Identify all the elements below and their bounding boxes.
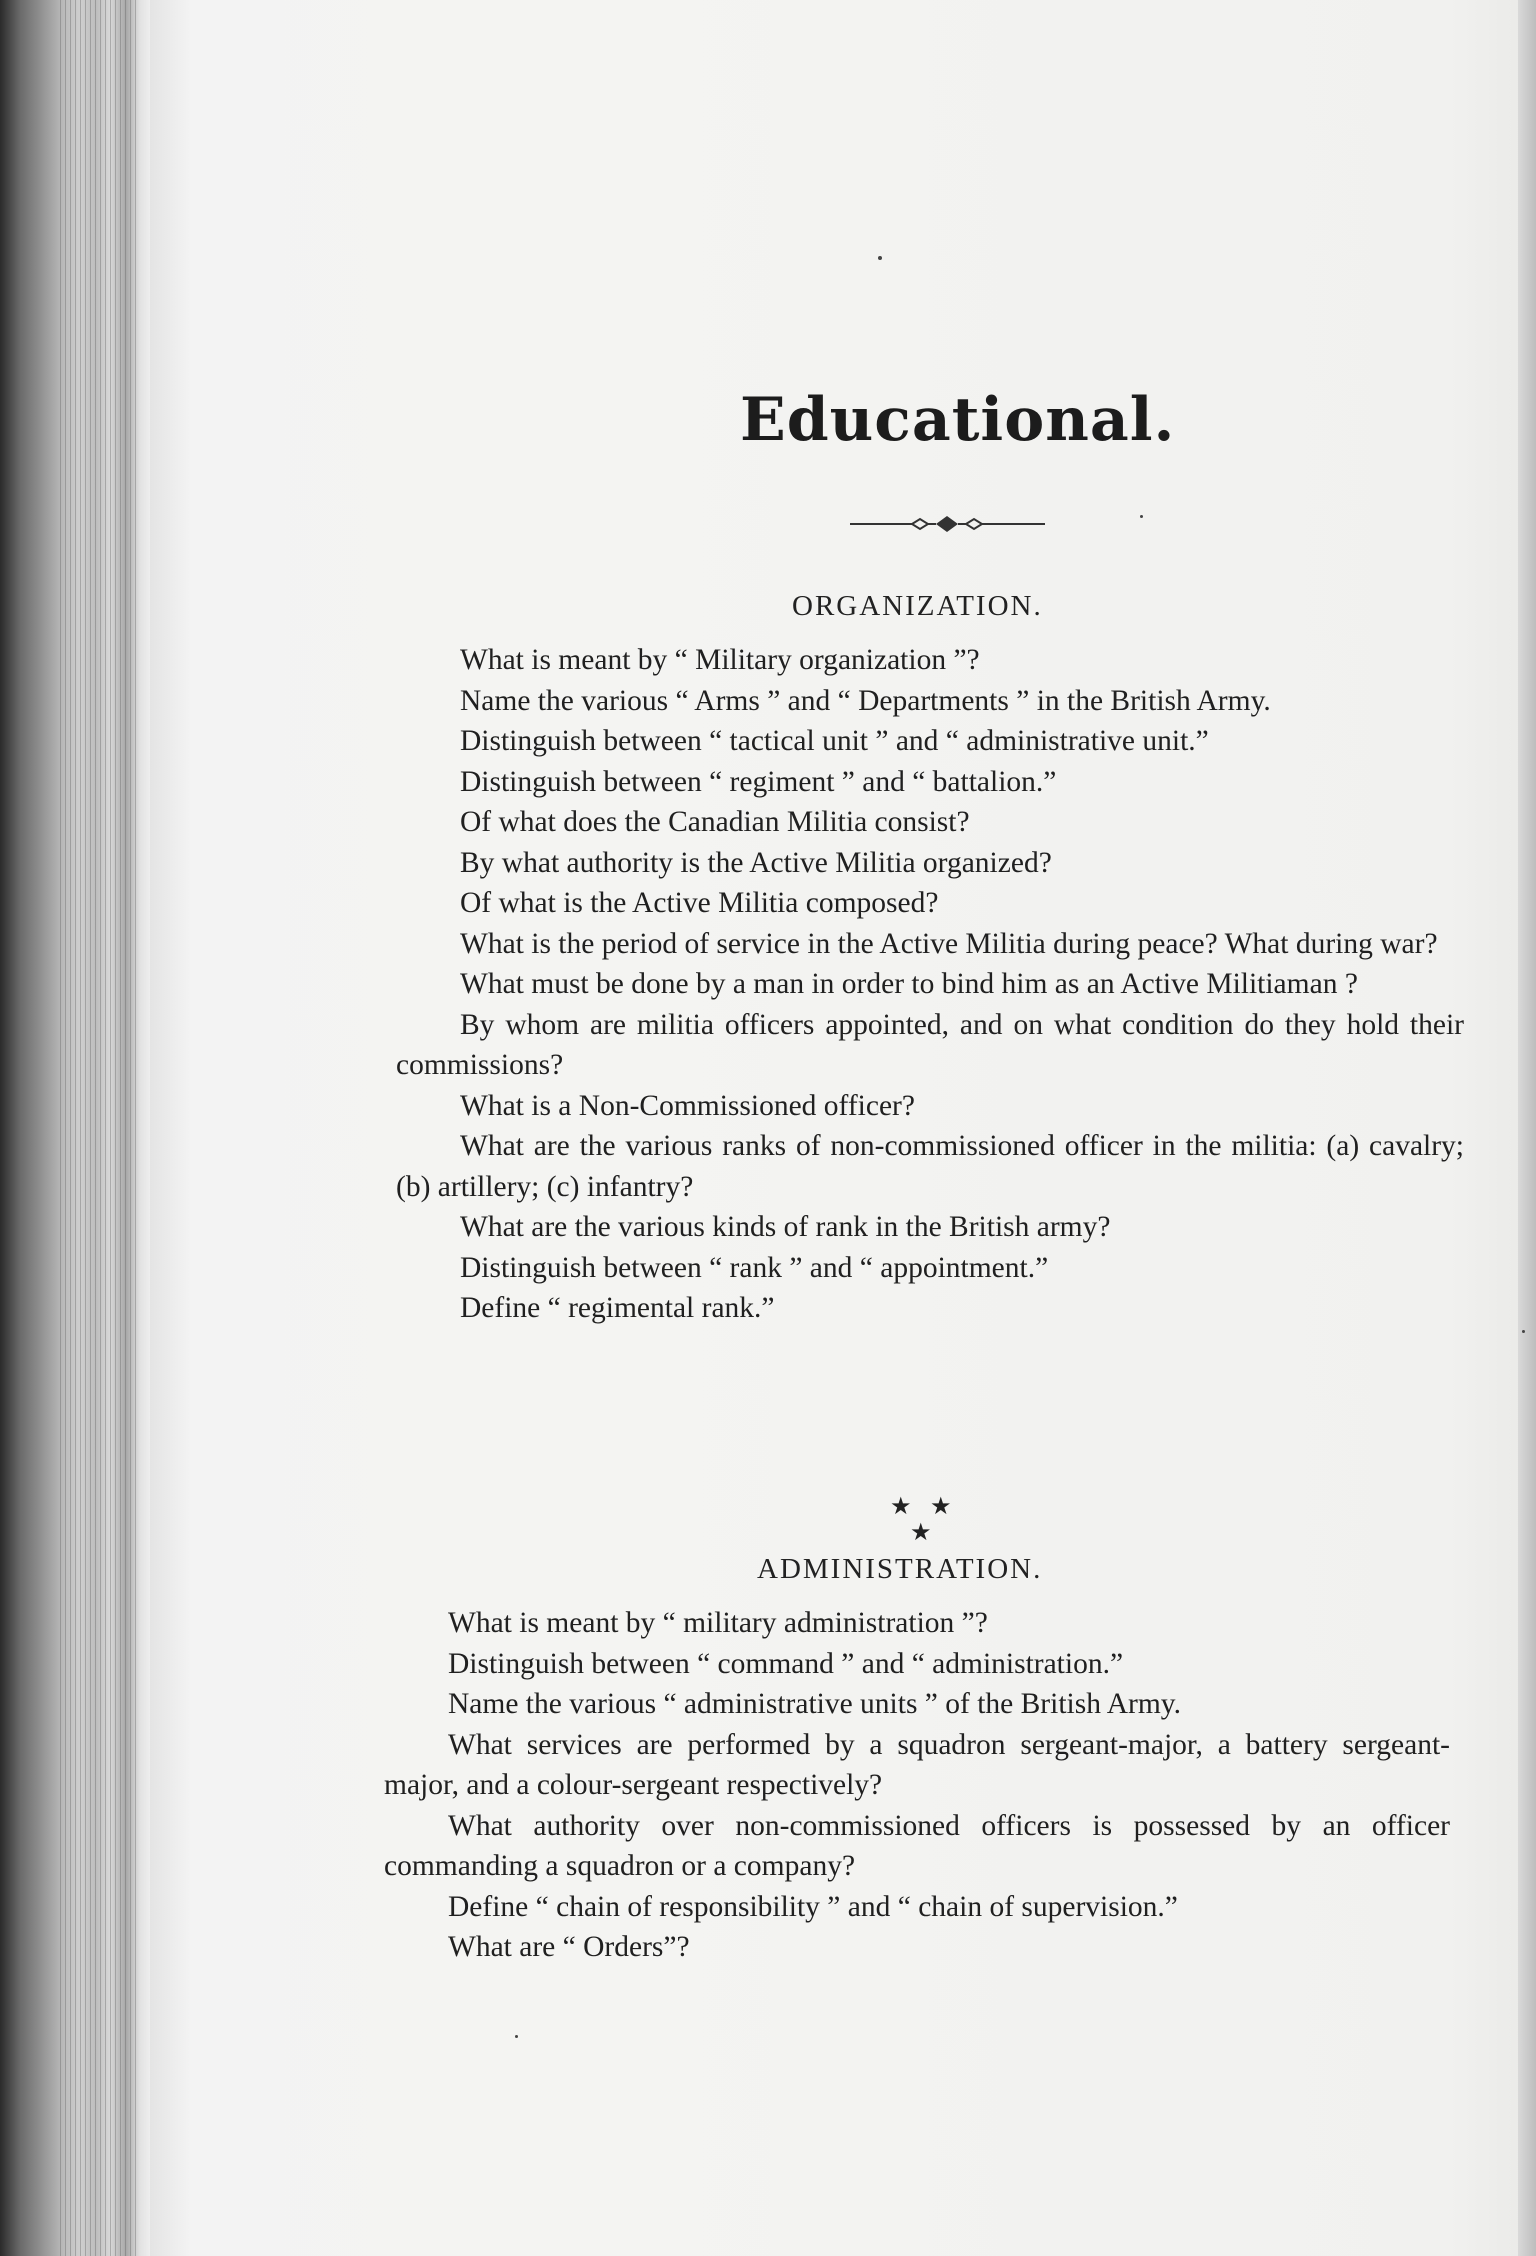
list-item: What is meant by “ Military organization ”? [460, 644, 980, 676]
page-heading: Educational. [740, 385, 1176, 455]
list-item: Define “ chain of responsibility ” and “ chain of supervision.” [448, 1890, 1178, 1923]
list-item: What services are performed by a squadron sergeant-major, a battery sergeant-major, and a colour-sergeant respectively? [384, 1728, 1450, 1801]
ornamental-divider [850, 512, 1045, 536]
list-item: Distinguish between “ tactical unit ” and “ administrative unit.” [460, 725, 1209, 757]
list-item: Distinguish between “ rank ” and “ appointment.” [460, 1251, 1049, 1284]
ink-speck [878, 256, 882, 260]
section-title-administration: ADMINISTRATION. [757, 1553, 1043, 1585]
list-item: Name the various “ Arms ” and “ Departments ” in the British Army. [460, 684, 1271, 717]
star-icon: ★ [890, 1492, 912, 1520]
ink-speck [515, 2035, 518, 2038]
list-item: What is a Non-Commissioned officer? [460, 1089, 915, 1122]
list-item: Of what does the Canadian Militia consist? [460, 806, 970, 838]
list-item: What is the period of service in the Active Militia during peace? What during war? [460, 927, 1438, 960]
star-icon: ★ [930, 1492, 952, 1520]
page-right-edge [1518, 0, 1536, 2256]
list-item: By whom are militia officers appointed, and on what condition do they hold their commissions? [396, 1008, 1464, 1081]
page-stack-lines [60, 0, 140, 2256]
list-item: Define “ regimental rank.” [460, 1292, 775, 1324]
list-item: What are the various kinds of rank in the British army? [460, 1211, 1111, 1243]
list-item: Distinguish between “ command ” and “ administration.” [448, 1647, 1124, 1680]
list-item: What authority over non-commissioned officers is possessed by an officer commanding a squadron or a company? [384, 1809, 1450, 1882]
ink-speck [1522, 1330, 1525, 1333]
section-title-organization: ORGANIZATION. [792, 590, 1043, 622]
star-icon: ★ [910, 1518, 932, 1546]
list-item: What is meant by “ military administration ”? [448, 1607, 988, 1639]
list-item: Distinguish between “ regiment ” and “ battalion.” [460, 765, 1057, 798]
ink-speck [1140, 515, 1143, 518]
asterism-divider [876, 1490, 966, 1550]
list-item: Of what is the Active Militia composed? [460, 887, 939, 919]
list-item: What must be done by a man in order to bind him as an Active Militiaman ? [460, 968, 1358, 1000]
list-item: What are “ Orders”? [448, 1931, 690, 1963]
organization-questions [396, 640, 1464, 1329]
list-item: What are the various ranks of non-commissioned officer in the militia: (a) cavalry; (b) artillery; (c) infantry? [396, 1130, 1464, 1203]
administration-questions [384, 1603, 1450, 1968]
list-item: By what authority is the Active Militia organized? [460, 846, 1052, 879]
list-item: Name the various “ administrative units ” of the British Army. [448, 1688, 1181, 1720]
